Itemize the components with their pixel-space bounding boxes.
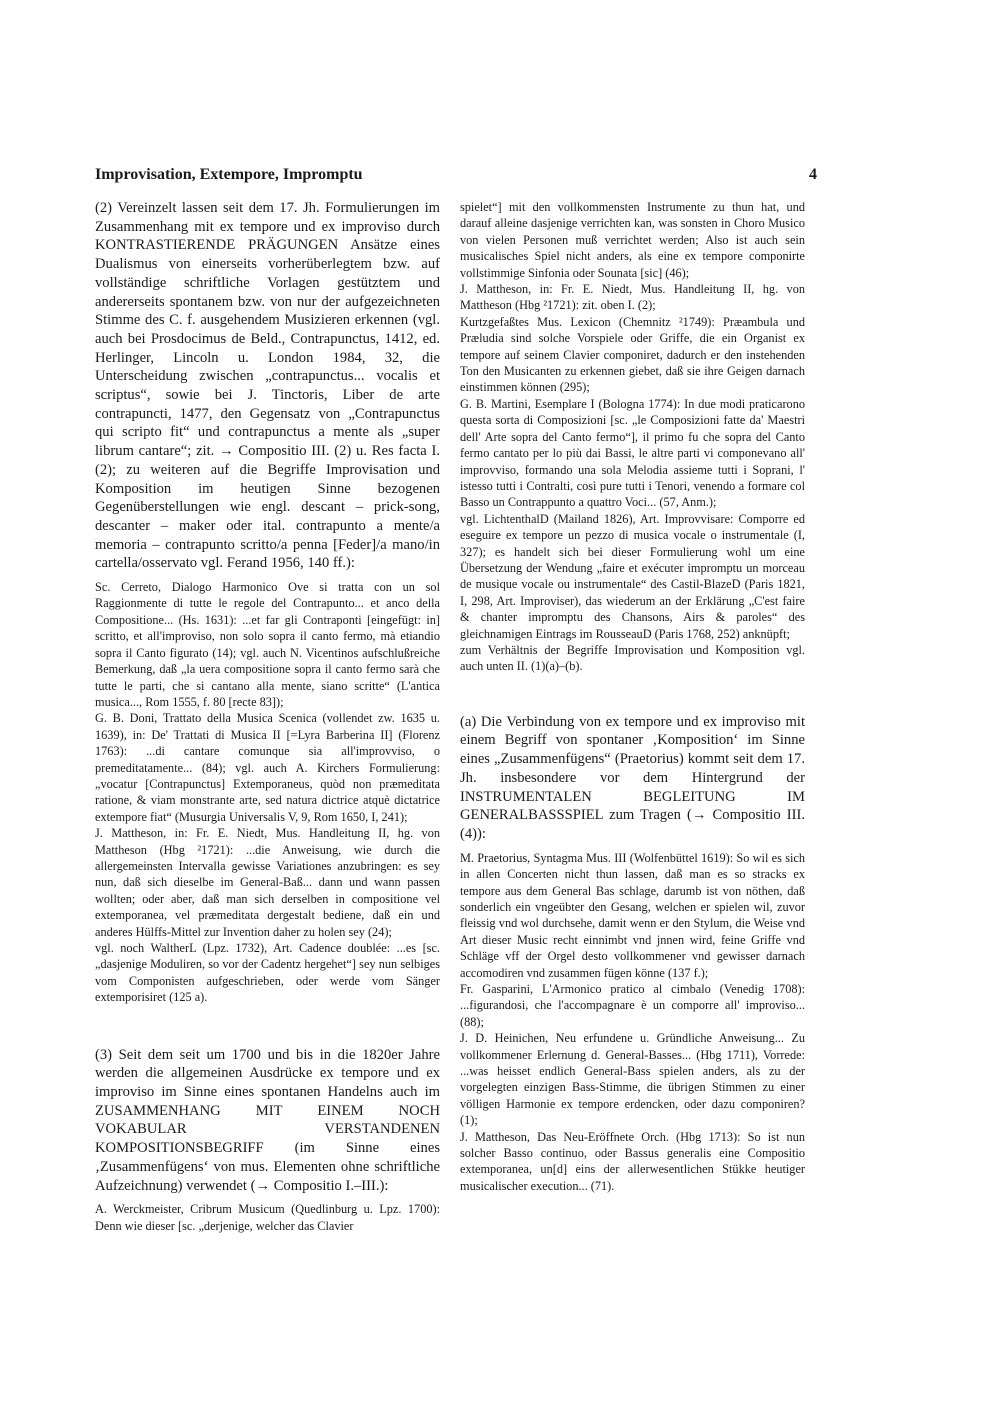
citation-cross-reference: zum Verhältnis der Begriffe Improvisation und Komposition vgl. auch unten II. (1)(a)–(b). — [460, 642, 805, 674]
citation-praetorius: M. Praetorius, Syntagma Mus. III (Wolfenbüttel 1619): So wil es sich in allen Concerten nicht thun lassen, daß man es so stracks ex tempore aus dem General Bas schlage, darumb ist von nöthen, daß sonderlich ein vngeübter den Gesang, welchen er spielen wil, zuvor fleissig vnd wol durchsehe, damit wenn er den Stylum, die Weise vnd Art dieser Music recht einnimbt vnd jnnen wird, feine Griffe vnd Schläge vff der Orgel desto vollkommener vnd gewisser darnach accomodiren vnd zusammen fügen könne (137 f.); — [460, 850, 805, 980]
citation-werckmeister-cont: spielet“] mit den vollkommensten Instrumente zu thun hat, und darauf alleine dasjenige verrichten kan, was sonsten in Choro Musico von vielen Personen muß verrichtet werden; Also ist auch sein musicalisches Spiel nicht anders, als eine ex tempore componirte vollstimmige Sinfonia oder Sounata [sic] (46); — [460, 200, 805, 280]
page-number: 4 — [809, 166, 817, 183]
citation-gasparini: Fr. Gasparini, L'Armonico pratico al cimbalo (Venedig 1708): ...figurandosi, che l'accompagnare è un comporre all' improviso... (88); — [460, 981, 805, 1029]
citation-werckmeister: A. Werckmeister, Cribrum Musicum (Quedlinburg u. Lpz. 1700): Denn wie dieser [sc. „derjenige, welcher das Clavier — [95, 1202, 440, 1233]
section-spacer — [95, 1006, 440, 1046]
citation-cerreto: Sc. Cerreto, Dialogo Harmonico Ove si tratta con un sol Raggionmente di tutte le regole del Contrapunto... et anco della Compositione... (Hs. 1631): ...et far gli Contraponti [eingefügt: in] scritto, et all'improviso, non solo sopra il canto fermo, mà etiandio sopra il Canto figurato (14); vgl. auch N. Vicentinos aufschlußreiche Bemerkung, daß „la uera compositione sopra il canto fermo sarà che tutte le parti, che si cantano alla mente, siano scritte“ (L'antica musica..., Rom 1555, f. 80 [recte 83]); — [95, 580, 440, 709]
right-column — [460, 199, 805, 1194]
citation-mattheson-ref: J. Mattheson, in: Fr. E. Niedt, Mus. Handleitung II, hg. von Mattheson (Hbg ²1721): zit. oben I. (2); — [460, 282, 805, 313]
section-a-paragraph: (a) Die Verbindung von ex tempore und ex improviso mit einem Begriff von spontaner ‚Komposition‘ im Sinne eines „Zusammenfügens“ (Praetorius) kommt seit dem 17. Jh. insbesondere vor dem Hintergrund der INSTRUMENTALEN BEGLEITUNG IM GENERALBASSSPIEL zum Tragen (→ Compositio III. (4)): — [460, 713, 805, 842]
citation-doni: G. B. Doni, Trattato della Musica Scenica (vollendet zw. 1635 u. 1639), in: De' Trattati di Musica II [=Lyra Barberina II] (Florenz 1763): ...di cantare comunque sia all'improvviso, o premeditatamente... (84); vgl. auch A. Kirchers Formulierung: „vocatur [Contrapunctus] Extemporaneus, quòd non præmeditata ratione, & viam monstrante arte, sed natura dictrice atquè dictatrice extempore fiat“ (Musurgia Universalis V, 9, Rom 1650, I, 241); — [95, 711, 440, 824]
section-spacer — [460, 675, 805, 713]
citation-lexicon: Kurtzgefaßtes Mus. Lexicon (Chemnitz ²1749): Præambula und Præludia sind solche Vorspiele oder Griffe, die ein Organist ex tempore auf seinem Clavier componiret, dadurch er den instehenden Ton den Musicanten zu erkennen giebet, daß sie ihre Geigen darnach einstimmen können (295); — [460, 314, 805, 395]
citation-heinichen: J. D. Heinichen, Neu erfundene u. Gründliche Anweisung... Zu vollkommener Erlernung d. General-Basses... (Hbg 1711), Vorrede: ...was heisset endlich General-Bass spielen anders, als zu der vorgelegten einzigen Bass-Stimme, die übrigen Stimmen zu einer völligen Harmonie ex tempore erdencken, oder dazu componiren? (1); — [460, 1031, 805, 1128]
page-header — [95, 166, 817, 188]
section-2-paragraph: (2) Vereinzelt lassen seit dem 17. Jh. Formulierungen im Zusammenhang mit ex tempore und ex improviso durch KONTRASTIERENDE PRÄGUNGEN Ansätze eines Dualismus von einerseits vorherüberlegtem bzw. auf vollständige schriftliche Vorlagen gestütztem und andererseits spontanem bzw. von nur der aufgezeichneten Stimme des C. f. ausgehendem Musizieren erkennen (vgl. auch bei Prosdocimus de Beld., Contrapunctus, 1412, ed. Herlinger, Lincoln u. London 1984, 32, die Unterscheidung zwischen „contrapunctus... vocalis et scriptus“, sowie bei J. Tinctoris, Liber de arte contrapuncti, 1477, den Gegensatz von „Contrapunctus qui scripto fit“ und contrapunctus a mente als „super librum cantare“; zit. → Compositio III. (2) u. Res facta I. (2); zu weiteren auf die Begriffe Improvisation und Komposition im heutigen Sinne bezogenen Gegenüberstellungen wie engl. descant – prick-song, descanter – maker oder ital. contrapunto a mente/a memoria – contrapunto scritto/a penna [Feder]/a mano/in cartella/osservato vgl. Ferand 1956, 140 ff.): — [95, 200, 440, 572]
running-title: Improvisation, Extempore, Impromptu — [95, 166, 363, 183]
citation-lichtenthal: vgl. LichtenthalD (Mailand 1826), Art. Improvvisare: Comporre ed eseguire ex tempore un pezzo di musica vocale o instrumentale (I, 327); es handelt sich bei dieser Formulierung wohl um eine Übersetzung der Wendung „faire et exécuter impromptu un morceau de musique vocale ou instrumentale“ des Castil-BlazeD (Paris 1821, I, 298, Art. Improviser), das wiederum an der Erklärung „C'est faire & chanter impromptu des Chansons, Airs & paroles“ des gleichnamigen Eintrags im RousseauD (Paris 1768, 252) anknüpft; — [460, 511, 805, 641]
left-column — [95, 199, 440, 1234]
citation-walther: vgl. noch WaltherL (Lpz. 1732), Art. Cadence doublée: ...es [sc. „dasjenige Moduliren, so vor der Cadentz hergehet“] sey nun selbiges vom Componisten aufgeschrieben, oder werde vom Sänger extemporisiret (125 a). — [95, 941, 440, 1005]
citation-mattheson-niedt: J. Mattheson, in: Fr. E. Niedt, Mus. Handleitung II, hg. von Mattheson (Hbg ²1721): ...die Anweisung, wie durch die allergemeinsten Intervalla gewisse Variationes anzubringen: es sey nun, daß sich dieselbe im General-Baß... dann und wann passen wollten; oder aber, daß man sich derselben in compositione vel extemporanea, vel præmeditata dergestalt bediene, daß ein und anderes Hülffs-Mittel zur Invention daher zu holen sey (24); — [95, 826, 440, 939]
citation-martini: G. B. Martini, Esemplare I (Bologna 1774): In due modi praticarono questa sorta di Composizioni [sc. „le Composizioni fatte da' Maestri dell' Arte sopra del Canto fermo“], il primo fu che sopra del Canto fermo cantato per lo più dai Bassi, le altre parti vi componevano all' improvviso, formando una sola Melodia assieme tutti i Soprani, l' istesso tutti i Contralti, così pure tutti i Tenori, venendo a formare col Basso un Contrappunto a quattro Voci... (57, Anm.); — [460, 396, 805, 510]
citation-mattheson-orch: J. Mattheson, Das Neu-Eröffnete Orch. (Hbg 1713): So ist nun solcher Basso continuo, oder Bassus generalis eine Compositio extemporanea, un[d] eins der allerwesentlichen Stükke heutiger musicalischer execution... (71). — [460, 1129, 805, 1193]
section-3-paragraph: (3) Seit dem seit um 1700 und bis in die 1820er Jahre werden die allgemeinen Ausdrücke ex tempore und ex improviso im Sinne eines spontanen Handelns auch im ZUSAMMENHANG MIT EINEM NOCH VOKABULAR VERSTANDENEN KOMPOSITIONSBEGRIFF (im Sinne eines ‚Zusammenfügens‘ von mus. Elementen ohne schriftliche Aufzeichnung) verwendet (→ Compositio I.–III.): — [95, 1046, 440, 1194]
